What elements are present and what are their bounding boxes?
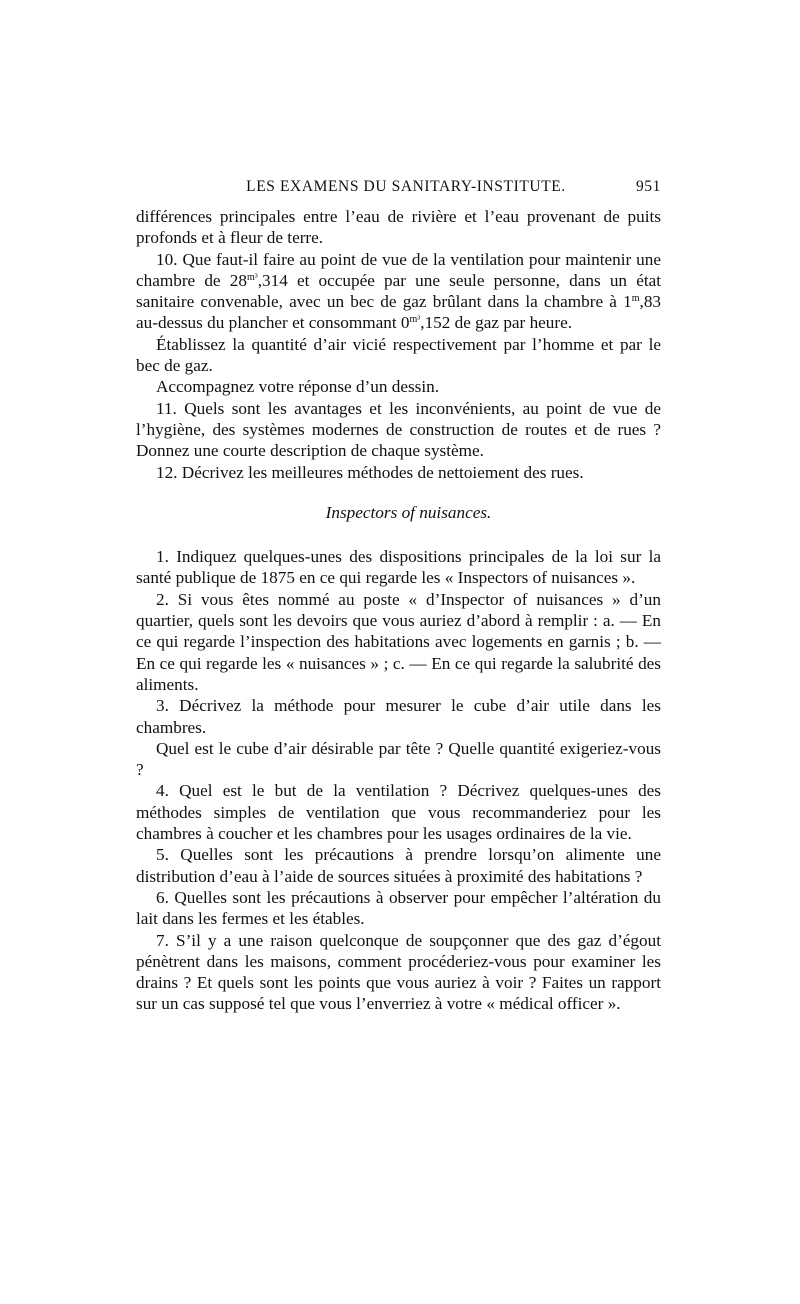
page-number: 951 bbox=[635, 178, 661, 195]
inspector-question-2: 2. Si vous êtes nommé au poste « d’Inspector of nuisances » d’un quartier, quels sont les devoirs que vous auriez d’abord à remplir : a. — En ce qui regarde l’inspection des habitations avec logements en garnis ; b. — En ce qui regarde les « nuisances » ; c. — En ce qui regarde la salubrité des aliments. bbox=[136, 589, 661, 694]
running-header bbox=[136, 178, 661, 206]
inspector-question-7: 7. S’il y a une raison quelconque de soupçonner que des gaz d’égout pénètrent dans les maisons, comment procéderiez-vous pour examiner les drains ? Et quels sont les points que vous auriez à voir ? Faites un rapport sur un cas supposé tel que vous l’enverriez à votre « médical officer ». bbox=[136, 930, 661, 1014]
question-10-text-a: 10. Que faut-il faire au point de vue de la ventilation pour maintenir une chambre de 28 bbox=[136, 249, 661, 290]
running-title: LES EXAMENS DU SANITARY-INSTITUTE. bbox=[246, 178, 566, 195]
inspector-question-3: 3. Décrivez la méthode pour mesurer le cube d’air utile dans les chambres. bbox=[136, 696, 661, 737]
inspector-question-5: 5. Quelles sont les précautions à prendre lorsqu’on alimente une distribution d’eau à l’aide de sources situées à proximité des habitations ? bbox=[136, 845, 661, 886]
question-10-text-d: ,152 de gaz par heure. bbox=[420, 313, 573, 333]
unit-cubic-meter-2: m³ bbox=[409, 314, 421, 326]
unit-meter: m bbox=[631, 293, 640, 305]
question-12: 12. Décrivez les meilleures méthodes de nettoiement des rues. bbox=[156, 462, 584, 482]
book-page bbox=[136, 178, 661, 1015]
question-10-part-3: Accompagnez votre réponse d’un dessin. bbox=[156, 377, 440, 397]
question-10-part-2: Établissez la quantité d’air vicié respectivement par l’homme et par le bec de gaz. bbox=[136, 334, 661, 376]
question-10-text-c: ,83 au-dessus du plancher et consommant 0 bbox=[136, 292, 661, 333]
question-10-text-b: ,314 et occupée par une seule personne, dans un état sanitaire convenable, avec un bec de gaz brûlant dans la chambre à 1 bbox=[136, 270, 662, 312]
unit-cubic-meter: m³ bbox=[246, 271, 258, 283]
question-11: 11. Quels sont les avantages et les inconvénients, au point de vue de l’hygiène, des systèmes modernes de construction de routes et de rues ? Donnez une courte description de chaque système. bbox=[136, 398, 661, 461]
continued-paragraph: différences principales entre l’eau de rivière et l’eau provenant de puits profonds et à fleur de terre. bbox=[136, 207, 661, 248]
inspector-question-6: 6. Quelles sont les précautions à observer pour empêcher l’altération du lait dans les fermes et les étables. bbox=[136, 887, 661, 929]
question-10 bbox=[136, 249, 661, 334]
inspector-question-3-part-2: Quel est le cube d’air désirable par tête ? Quelle quantité exigeriez-vous ? bbox=[136, 738, 661, 780]
inspector-question-4: 4. Quel est le but de la ventilation ? Décrivez quelques-unes des méthodes simples de ventilation que vous recommanderiez pour les chambres à coucher et les chambres pour les usages ordinaires de la vie. bbox=[136, 781, 661, 844]
inspector-question-1: 1. Indiquez quelques-unes des dispositions principales de la loi sur la santé publique de 1875 en ce qui regarde les « Inspectors of nuisances ». bbox=[136, 547, 661, 588]
section-heading: Inspectors of nuisances. bbox=[325, 502, 492, 522]
